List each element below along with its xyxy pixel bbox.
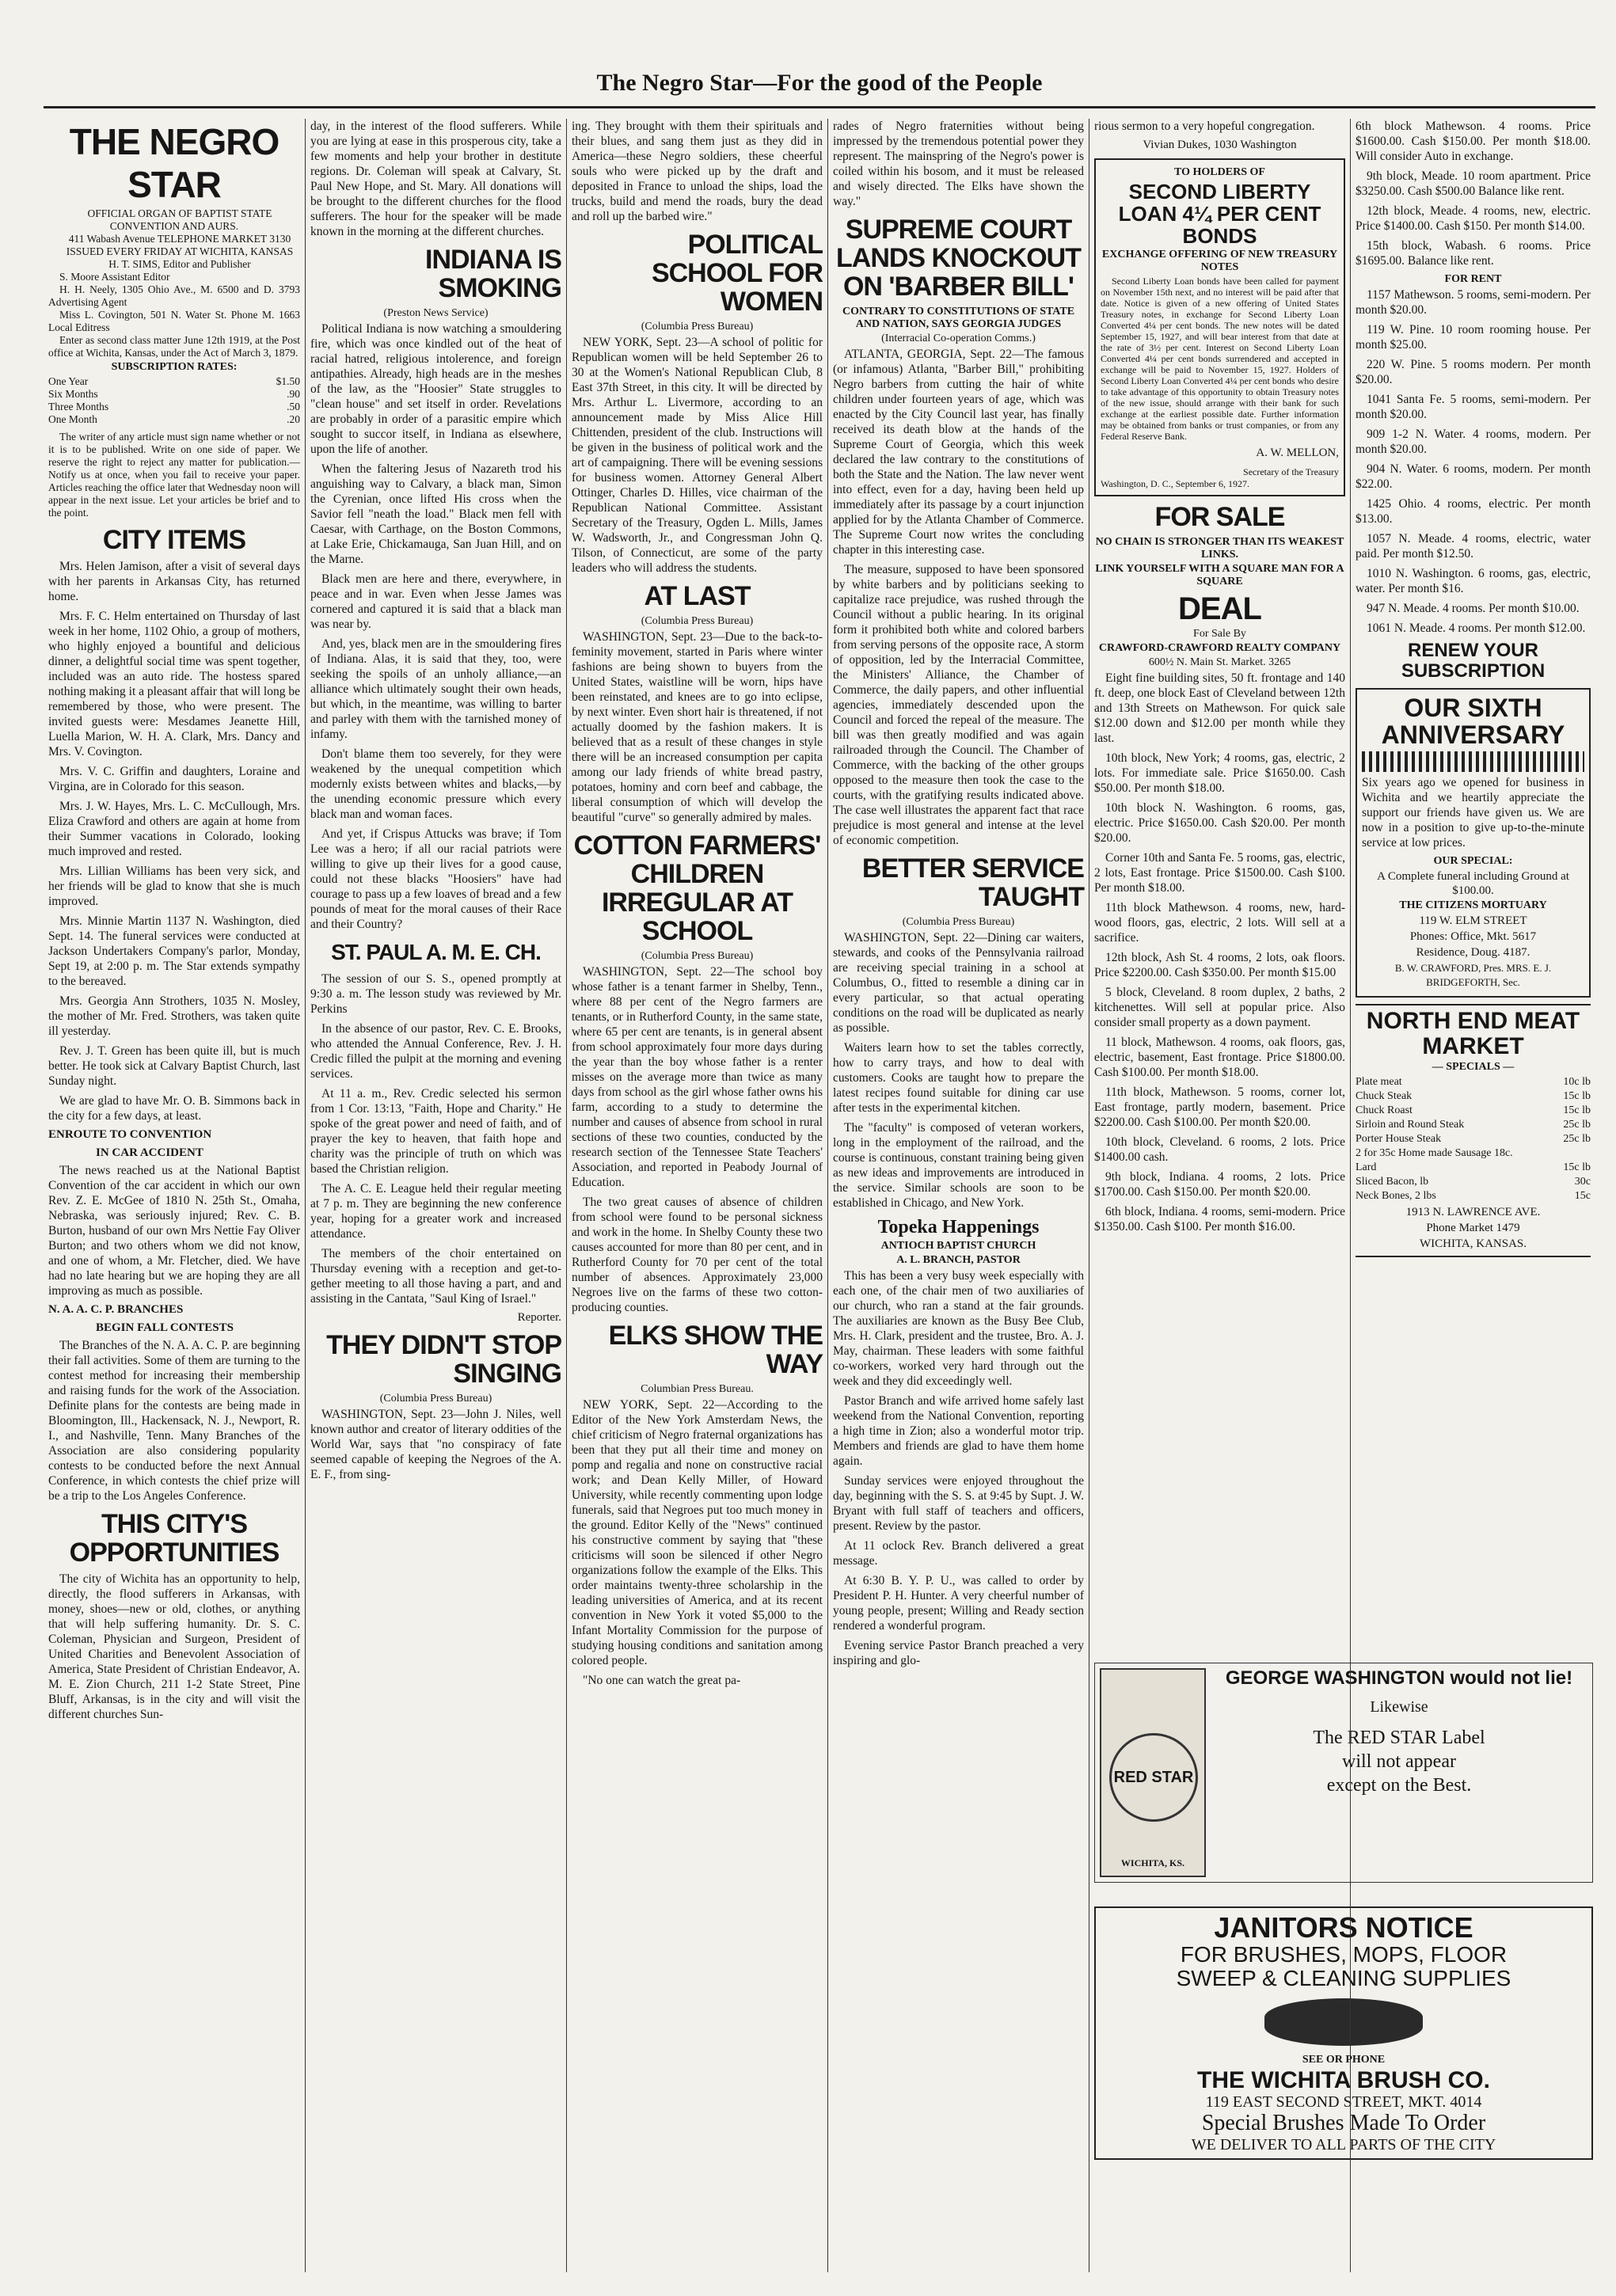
meat-phone: Phone Market 1479 [1426, 1222, 1520, 1234]
column-4 [827, 119, 1089, 2272]
article-paragraph: The news reached us at the National Baptist Convention of the car accident in which our own Rev. Z. E. McGee of 1810 N. 25th St., Omaha, Nebraska, was seriously injured; Rev. C. B. Burton, husband of our own Mrs Nettie Fay Oliver Burton; and two others whom we did not know, and one of whom, a Mr. Fletcher, died. We have had no late hearing but we are hoping they are all improving as much as possible. [48, 1164, 300, 1298]
red-star-title: GEORGE WASHINGTON would not lie! [1225, 1667, 1573, 1689]
article-paragraph: day, in the interest of the flood sufferers. While you are lying at ease in this prosperous city, take a few moments and help your brother in destitute regions. Dr. Coleman will speak at Calvary, St. Paul New Hope, and St. Mary. All donations will be brought to the different churches for the flood sufferers. The hour for the speaker will be made known in the morning at the different churches. [310, 120, 561, 238]
sale-line: LINK YOURSELF WITH A SQUARE MAN FOR A SQUARE [1095, 563, 1344, 587]
naacp-subheading: BEGIN FALL CONTESTS [96, 1321, 234, 1334]
listing: Eight fine building sites, 50 ft. frontage and 140 ft. deep, one block East of Cleveland between 12th and 13th Streets on Mathewson. For quick sale $12.00 down and $12.00 per month while they last. [1094, 671, 1345, 745]
listing: 6th block, Indiana. 4 rooms, semi-modern. Price $1350.00. Cash $100. Per month $16.00. [1094, 1205, 1345, 1234]
article-paragraph: Sunday services were enjoyed throughout the day, beginning with the S. S. at 9:45 by Supt. J. W. Bryant with full staff of teachers and officers, present. Review by the pastor. [833, 1474, 1084, 1533]
article-paragraph: Evening service Pastor Branch preached a very inspiring and glo- [833, 1639, 1084, 1667]
rate-row [48, 401, 300, 413]
listing: 1010 N. Washington. 6 rooms, gas, electric, water. Per month $16. [1356, 567, 1591, 595]
red-star-line: The RED STAR Label [1313, 1728, 1485, 1748]
listing: 119 W. Pine. 10 room rooming house. Per month $25.00. [1356, 323, 1591, 352]
masthead-line: OFFICIAL ORGAN OF BAPTIST STATE CONVENTION AND AURS. [87, 207, 272, 232]
column-3 [566, 119, 827, 2272]
article-paragraph: The A. C. E. League held their regular meeting at 7 p. m. They are beginning the new conference year, hoping for a greater work and increased attendance. [310, 1182, 561, 1241]
rate-row [48, 413, 300, 426]
article-paragraph: Mrs. F. C. Helm entertained on Thursday of last week in her home, 1102 Ohio, a group of mothers, who highly enjoyed a bountiful and delicious dinner, a delightful social time was spent together, included was an auto ride. The hostess spared nothing making it a pleasant affair that will long be remembered by those, who were present. The invited guests were: Mesdames Jeanette Hill, Luella Marion, W. H. A. Clark, Mrs. Dancy and Mrs. V. Covington. [48, 610, 300, 758]
article-source: (Columbia Press Bureau) [641, 615, 754, 627]
meat-price: 15c lb [1563, 1161, 1591, 1173]
article-paragraph: WASHINGTON, Sept. 23—John J. Niles, well known author and creator of literary oddities of the World War, says that "no conspiracy of fate seemed capable of keeping the Negroes of the A. E. F., from sing- [310, 1408, 561, 1481]
topeka-heading: Topeka Happenings [877, 1217, 1040, 1237]
article-paragraph: WASHINGTON, Sept. 22—Dining car waiters, stewards, and cooks of the Pennsylvania railroad are receiving special training in a school at Columbus, O., fitted to resemble a dining car in every particular, so that actual operating conditions on the road will be duplicated as nearly as possible. [833, 931, 1084, 1035]
article-signature: Vivian Dukes, 1030 Washington [1143, 139, 1297, 151]
meat-name: Porter House Steak [1356, 1133, 1442, 1145]
listing: 11 block, Mathewson. 4 rooms, oak floors, gas, electric, basement, East frontage. Price $1800.00. Cash $100.00. Per month $18.00. [1094, 1036, 1345, 1079]
janitors-deliver: WE DELIVER TO ALL PARTS OF THE CITY [1191, 2136, 1496, 2153]
masthead-lines [48, 207, 300, 359]
meat-market-title: NORTH END MEAT MARKET [1366, 1008, 1580, 1059]
loan-signature-title: Secretary of the Treasury [1243, 466, 1339, 477]
meat-price: 25c lb [1563, 1119, 1591, 1131]
meat-name: Sirloin and Round Steak [1356, 1119, 1465, 1131]
masthead-title: THE NEGRO STAR [69, 121, 279, 205]
loan-signature: A. W. MELLON, [1256, 447, 1339, 459]
janitors-see: SEE OR PHONE [1302, 2054, 1386, 2066]
enroute-heading: ENROUTE TO CONVENTION [48, 1128, 212, 1141]
columns [44, 119, 1595, 2280]
red-star-line: will not appear [1342, 1751, 1456, 1772]
masthead-line: H. T. SIMS, Editor and Publisher [108, 258, 251, 270]
meat-price: 30c [1574, 1176, 1591, 1188]
mortuary-residence: Residence, Doug. 4187. [1416, 946, 1530, 959]
meat-name: Chuck Steak [1356, 1090, 1413, 1102]
opportunities-heading: THIS CITY'S OPPORTUNITIES [69, 1509, 279, 1568]
for-sale-ad [1094, 503, 1345, 1234]
article-paragraph: "No one can watch the great pa- [583, 1674, 741, 1687]
article-source: (Columbia Press Bureau) [379, 1393, 492, 1405]
cotton-heading: COTTON FARMERS' CHILDREN IRREGULAR AT SCHOOL [573, 831, 821, 946]
deal-for: For Sale By [1193, 628, 1246, 640]
rate-label: One Month [48, 413, 97, 425]
meat-item [1356, 1161, 1591, 1175]
renew-subscription: RENEW YOUR SUBSCRIPTION [1401, 640, 1546, 682]
rate-label: Three Months [48, 401, 109, 412]
mortuary-name: THE CITIZENS MORTUARY [1399, 899, 1547, 911]
article-paragraph: The members of the choir entertained on Thursday evening with a reception and get-to-gether meeting to all those having a part, and and assisting in the Cantata, "Saul King of Israel." [310, 1247, 561, 1306]
rate-price: $1.50 [276, 375, 300, 387]
enroute-subheading: IN CAR ACCIDENT [96, 1146, 203, 1159]
anniversary-ad [1356, 688, 1591, 998]
article-source: (Columbia Press Bureau) [641, 321, 754, 333]
court-subheading: CONTRARY TO CONSTITUTIONS OF STATE AND NATION, SAYS GEORGIA JUDGES [842, 306, 1075, 330]
article-paragraph: WASHINGTON, Sept. 22—The school boy whose father is a tenant farmer in Shelby, Tenn., where 88 per cent of the Negro farmers are tenants, or in Rutherford County, in the same state, where 65 per cent are tenants, is in general absent from school approximately four more days during the year than the boy whose father is a renter misses on the average more than twice as many days from school as the girl whose father owns his farm, according to a study to determine the number and causes of absence from school in rural sections of these two counties, conducted by the research section of the Tennessee State Teachers' Association, and reported in Peabody Journal of Education. [572, 965, 823, 1189]
meat-address: 1913 N. LAWRENCE AVE. [1405, 1206, 1541, 1218]
meat-item [1356, 1189, 1591, 1203]
meat-name: Lard [1356, 1161, 1377, 1173]
listing: Corner 10th and Santa Fe. 5 rooms, gas, electric, 2 lots, East frontage. Price $1500.00. Cash $100. Per month $18.00. [1094, 851, 1345, 895]
special-heading: OUR SPECIAL: [1433, 855, 1513, 867]
anniversary-title: OUR SIXTH ANNIVERSARY [1381, 694, 1565, 749]
article-paragraph: Mrs. J. W. Hayes, Mrs. L. C. McCullough, Mrs. Eliza Crawford and others are again at home from their Summer vacations in Colorado, looking much improved and rested. [48, 800, 300, 858]
meat-name: Plate meat [1356, 1076, 1402, 1088]
janitors-company: THE WICHITA BRUSH CO. [1197, 2067, 1490, 2093]
article-paragraph: The two great causes of absence of children from school were found to be personal sickness and work in the home. In Shelby County these two causes accounted for more than 80 per cent, and in Rutherford County for 70 per cent of the total number of absences. Approximately 23,000 Negroes live on the farms of these two cotton-producing counties. [572, 1196, 823, 1314]
article-paragraph: rades of Negro fraternities without being impressed by the tremendous potential power they represent. The mainspring of the Negro's power is coiled within his bosom, and it must be released and wisely directed. The Elks have shown the way." [833, 120, 1084, 208]
article-source: Columbian Press Bureau. [641, 1383, 754, 1395]
listing: 11th block, Mathewson. 5 rooms, corner lot, East frontage, partly modern, basement. Price $2200.00. Cash $100.00. Per month $20.00. [1094, 1085, 1345, 1129]
janitors-special: Special Brushes Made To Order [1201, 2111, 1486, 2135]
deal-company: CRAWFORD-CRAWFORD REALTY COMPANY [1098, 642, 1341, 654]
school-heading: POLITICAL SCHOOL FOR WOMEN [651, 230, 823, 317]
masthead-line: ISSUED EVERY FRIDAY AT WICHITA, KANSAS [66, 245, 294, 257]
meat-item [1356, 1075, 1591, 1089]
anniversary-text: Six years ago we opened for business in Wichita and we heartily appreciate the support our friends have given us. We are now in a position to give up-to-the-minute service at low prices. [1362, 776, 1584, 850]
listing: 1425 Ohio. 4 rooms, electric. Per month $13.00. [1356, 497, 1591, 526]
article-paragraph: When the faltering Jesus of Nazareth trod his anguishing way to Calvary, a black man, Simon the Cyrenian, once lifted His cross when the Savior fell "neath the load." Black men fell with Caesar, with Carthage, on the Boston Commons, at Lake Erie, Chickamauga, San Juan Hill, and on the Marne. [310, 462, 561, 566]
article-paragraph: Waiters learn how to set the tables correctly, how to carry trays, and how to deal with customers. Cooks are taught how to prepare the latest recipes found suitable for dining car use after tests in the experimental kitchen. [833, 1041, 1084, 1115]
mortuary-phones: Phones: Office, Mkt. 5617 [1409, 930, 1537, 943]
rate-row [48, 375, 300, 388]
article-paragraph: ATLANTA, GEORGIA, Sept. 22—The famous (or infamous) Atlanta, "Barber Bill," prohibiting Negro barbers from cutting the hair of white children under fourteen years of age, which was enacted by the City Council last year, has finally received its death blow at the hands of the Supreme Court of Georgia, which this week declared the law contrary to the constitutions of both the State and the Nation. The law never went into effect, even for a day, having been held up immediately after its passage by a court injunction applied for by the Atlanta Chamber of Commerce. The Supreme Court now writes the concluding chapter in this interesting case. [833, 348, 1084, 557]
red-star-line: except on the Best. [1326, 1775, 1472, 1796]
listing: 9th block, Indiana. 4 rooms, 2 lots. Price $1700.00. Cash $150.00. Per month $20.00. [1094, 1170, 1345, 1199]
article-paragraph: The city of Wichita has an opportunity to help, directly, the flood sufferers in Arkansas, with money, shoes—new or old, clothes, or anything that will help suffering humanity. Dr. S. C. Coleman, Physician and Surgeon, President of United Charities and Benevolent Association of America, State President of Christian Endeavor, A. M. E. Zion Church, 211 1-2 State Street, Pine Bluff, Arkansas, is in the city and will visit the different churches Sun- [48, 1572, 300, 1721]
mortuary-address: 119 W. ELM STREET [1419, 914, 1527, 927]
listing: 947 N. Meade. 4 rooms. Per month $10.00. [1367, 602, 1580, 615]
rates-heading: SUBSCRIPTION RATES: [111, 361, 238, 373]
listing: 12th block, Ash St. 4 rooms, 2 lots, oak floors. Price $2200.00. Cash $350.00. Per month $15.00 [1094, 951, 1345, 979]
service-heading: BETTER SERVICE TAUGHT [861, 853, 1084, 912]
topeka-subheading: ANTIOCH BAPTIST CHURCH [880, 1240, 1036, 1252]
listing: 11th block Mathewson. 4 rooms, new, hard-wood floors, gas, electric, 2 lots. Will sell at a sacrifice. [1094, 901, 1345, 945]
article-paragraph: In the absence of our pastor, Rev. C. E. Brooks, who attended the Annual Conference, Rev. J. H. Credic filled the pulpit at the morning and evening services. [310, 1022, 561, 1081]
masthead-line: Miss L. Covington, 501 N. Water St. Phone M. 1663 Local Editress [48, 309, 300, 333]
running-head: The Negro Star—For the good of the People [596, 70, 1043, 96]
stpaul-heading: ST. PAUL A. M. E. CH. [331, 940, 541, 964]
rate-price: .20 [287, 413, 300, 425]
article-paragraph: Political Indiana is now watching a smouldering fire, which was once kindled out of the heat of racial hatred, religious intolerence, and foreign antipathies. Already, high heads are in the meshes of the law, as the "Hoosier" State struggles to "clean house" and set itself in order. Revelations are probably in order of a parasitic empire which sought to succor itself, in Indiana as elsewhere, upon the life of another. [310, 322, 561, 456]
for-sale-heading: FOR SALE [1154, 502, 1285, 532]
singing-heading: THEY DIDN'T STOP SINGING [326, 1330, 561, 1389]
listing: 1041 Santa Fe. 5 rooms, semi-modern. Per month $20.00. [1356, 393, 1591, 421]
liberty-loan-notice [1094, 158, 1345, 496]
red-star-likewise: Likewise [1370, 1698, 1428, 1716]
article-paragraph: And, yes, black men are in the smouldering fires of Indiana. Alas, it is said that they, too, were seeking the spoils of an unholy alliance,—an alliance which ultimately sought their own heads, but which, in the meantime, was willing to barter and parley with them with the tarnished money of infamy. [310, 637, 561, 741]
article-paragraph: This has been a very busy week especially with each one, of the chair men of two auxiliaries of our church, who ran a stand at the fair grounds. The auxiliaries are known as the Busy Bee Club, Mrs. H. Clark, president and the trustee, Bro. A. J. May, chairman. These leaders with some faithful co-workers, worked very hard through out the week and they did exceedingly well. [833, 1269, 1084, 1388]
meat-item [1356, 1118, 1591, 1132]
article-paragraph: At 11 a. m., Rev. Credic selected his sermon from 1 Cor. 13:13, "Faith, Hope and Charity." He spoke of the great power and need of faith, and of prayer the key to heaven, that faith hope and charity was the principle of truth on which was based the Christian religion. [310, 1087, 561, 1176]
sale-line: NO CHAIN IS STRONGER THAN ITS WEAKEST LINKS. [1095, 536, 1344, 561]
deal-address: 600½ N. Main St. Market. 3265 [1148, 656, 1291, 668]
meat-item [1356, 1175, 1591, 1189]
meat-market-sub: — SPECIALS — [1432, 1061, 1515, 1073]
elks-heading: ELKS SHOW THE WAY [608, 1321, 823, 1379]
meat-item [1356, 1089, 1591, 1104]
janitors-line: SWEEP & CLEANING SUPPLIES [1176, 1966, 1511, 1990]
article-paragraph: NEW YORK, Sept. 22—According to the Editor of the New York Amsterdam News, the chief criticism of Negro fraternal organizations has been that they put all their time and money on pomp and regalia and none on constructive racial work; and Dean Kelly Miller, of Howard University, while recently commenting upon lodge funerals, said that Negroes put too much money in the ground. Editor Kelly of the "News" continued his constructive comment by saying that "these criticisms will soon be silenced if other Negro organizations follow the example of the Elks. This order maintains twenty-three scholarship in the leading universities of America, and at its recent convention in New York it voted $5,000 to the Infant Mortality Commission for the purpose of studying housing conditions and sanitation among colored people. [572, 1398, 823, 1667]
loan-heading: SECOND LIBERTY LOAN 4¼ PER CENT BONDS [1118, 180, 1321, 248]
meat-name: Sliced Bacon, lb [1356, 1176, 1429, 1188]
bag-label: RED STAR [1109, 1733, 1198, 1822]
article-signature: Reporter. [517, 1311, 561, 1324]
article-paragraph: Mrs. Helen Jamison, after a visit of several days with her parents in Arkansas City, has returned home. [48, 560, 300, 603]
meat-price: 15c [1574, 1190, 1591, 1202]
meat-name: Chuck Roast [1356, 1104, 1413, 1116]
rate-price: .90 [287, 388, 300, 400]
article-paragraph: At 6:30 B. Y. P. U., was called to order by President P. H. Hunter. A very cheerful number of young people, present; Willing and Ready section rendered a wonderful program. [833, 1574, 1084, 1633]
article-paragraph: Mrs. V. C. Griffin and daughters, Loraine and Virgina, are in Colorado for this season. [48, 765, 300, 793]
listing: 904 N. Water. 6 rooms, modern. Per month $22.00. [1356, 462, 1591, 491]
article-paragraph: We are glad to have Mr. O. B. Simmons back in the city for a few days, at least. [48, 1094, 300, 1123]
article-paragraph: The measure, supposed to have been sponsored by white barbers and by politicians seeking to capitalize race prejudice, was rushed through the Council without a public hearing. In its original form it prohibited both white and colored barbers from serving persons of the opposite race, A storm of opposition, led by the Interracial Committee, the Ministers' Alliance, the Chamber of Commerce, the daily papers, and other influential agencies, immediately descended upon the Council and forced the repeal of the measure. The bill was then greatly modified and was again railroaded through the Council. The Chamber of Commerce, with the backing of the other groups opposed to the measure then took the case to the courts, with the gratifying results indicated above. The case well illustrates the apparent fact that race prejudice is most general and intense at the level of economic competition. [833, 563, 1084, 847]
article-paragraph: The session of our S. S., opened promptly at 9:30 a. m. The lesson study was reviewed by Mr. Perkins [310, 972, 561, 1016]
meat-item [1356, 1146, 1591, 1161]
article-paragraph: Pastor Branch and wife arrived home safely last weekend from the National Convention, reporting a high time in Zion; also a wonderful motor trip. Members and friends are glad to have them home again. [833, 1394, 1084, 1468]
listing: 12th block, Meade. 4 rooms, new, electric. Price $1400.00. Cash $150. Per month $14.00. [1356, 204, 1591, 233]
column-1 [44, 119, 305, 2272]
janitors-address: 119 EAST SECOND STREET, MKT. 4014 [1205, 2093, 1482, 2111]
rate-row [48, 388, 300, 401]
listing: 909 1-2 N. Water. 4 rooms, modern. Per month $20.00. [1356, 428, 1591, 456]
listing: 10th block, New York; 4 rooms, gas, electric, 2 lots. For immediate sale. Price $1650.00. Cash $50.00. Per month $18.00. [1094, 751, 1345, 795]
meat-item [1356, 1132, 1591, 1146]
meat-price: 15c lb [1563, 1104, 1591, 1116]
listing: 6th block Mathewson. 4 rooms. Price $1600.00. Cash $150.00. Per month $18.00. Will consider Auto in exchange. [1356, 120, 1591, 163]
mortuary-people: B. W. CRAWFORD, Pres. MRS. E. J. BRIDGEFORTH, Sec. [1394, 962, 1552, 988]
masthead-notice: The writer of any article must sign name whether or not it is to be published. Write on one side of paper. We reserve the right to reject any matter for publication.—Notify us at once, when you fail to receive your paper. Articles reaching the office later that Wednesday noon will appear in the next issue. Let your articles be brief and to the point. [48, 431, 300, 519]
article-paragraph: Mrs. Lillian Williams has been very sick, and her friends will be glad to know that she is much improved. [48, 865, 300, 908]
masthead-line: S. Moore Assistant Editor [59, 271, 170, 283]
masthead-line: Enter as second class matter June 12th 1919, at the Post office at Wichita, Kansas, under the Act of March 3, 1879. [48, 334, 300, 359]
article-paragraph: NEW YORK, Sept. 23—A school of politic for Republican women will be held September 26 to 30 at the Women's National Republican Club, 8 East 37th Street, in this city. It will be directed by Mrs. Arthur L. Livermore, according to an announcement made by Miss Alice Hill Chittenden, president of the club. Instructions will be given in the business of political work and the art of campaigning. There will be evening sessions for business women. Attorney General Albert Ottinger, Charles D. Hilles, vice chairman of the Republican National Committee. Assistant Secretary of the Treasury, Ogden L. Mills, James W. Wadsworth, Jr., and Congressman John Q. Tilson, of Connecticut, are some of the party leaders who will address the students. [572, 336, 823, 575]
article-source: (Preston News Service) [383, 307, 489, 319]
listing: 5 block, Cleveland. 8 room duplex, 2 baths, 2 kitchenettes. Will sell at popular price. Also consider small property as a down payment. [1094, 986, 1345, 1029]
listing: 10th block N. Washington. 6 rooms, gas, electric. Price $1650.00. Cash $20.00. Per month $20.00. [1094, 801, 1345, 845]
rate-label: Six Months [48, 388, 98, 400]
article-paragraph: rious sermon to a very hopeful congregation. [1094, 120, 1315, 133]
meat-name: 2 for 35c Home made Sausage 18c. [1356, 1147, 1513, 1159]
meat-price: 10c lb [1563, 1076, 1591, 1088]
for-rent-heading: FOR RENT [1444, 273, 1502, 285]
topeka-subheading: A. L. BRANCH, PASTOR [896, 1254, 1021, 1266]
head-rule [44, 106, 1595, 108]
meat-city: WICHITA, KANSAS. [1419, 1237, 1527, 1250]
loan-to-holders: TO HOLDERS OF [1174, 166, 1265, 178]
indiana-heading: INDIANA IS SMOKING [425, 245, 561, 303]
court-heading: SUPREME COURT LANDS KNOCKOUT ON 'BARBER BILL' [836, 215, 1081, 302]
special-text: A Complete funeral including Ground at $100.00. [1377, 870, 1569, 897]
janitors-line: FOR BRUSHES, MOPS, FLOOR [1180, 1942, 1508, 1967]
meat-market-ad [1356, 1004, 1591, 1257]
listing: 1061 N. Meade. 4 rooms. Per month $12.00. [1367, 622, 1586, 635]
column-2 [305, 119, 566, 2272]
naacp-heading: N. A. A. C. P. BRANCHES [48, 1303, 184, 1316]
article-paragraph: ing. They brought with them their spirituals and their blues, and sang them just as they did in America—these Negro soldiers, these cheerful souls who were picked up by the draft and deposited in France to unload the ships, load the trucks, build and mend the roads, bury the dead and roll up the barbed wire." [572, 120, 823, 223]
loan-subheading: EXCHANGE OFFERING OF NEW TREASURY NOTES [1101, 249, 1338, 273]
article-paragraph: The Branches of the N. A. A. C. P. are beginning their fall activities. Some of them are turning to the contest method for increasing their membership and raising funds for the work of the Association. Definite plans for the contests are being made in Bloomington, Ill., Hackensack, N. J., Newport, R. I., and Nashville, Tenn. Many Branches of the Association are also considering popularity contests to be conducted before the next Annual Conference, in which contests the chief prize will be a trip to the Los Angeles Conference. [48, 1339, 300, 1503]
meat-price: 15c lb [1563, 1090, 1591, 1102]
listing: 1157 Mathewson. 5 rooms, semi-modern. Per month $20.00. [1356, 288, 1591, 317]
loan-date: Washington, D. C., September 6, 1927. [1101, 478, 1250, 489]
rate-price: .50 [287, 401, 300, 412]
listing: 10th block, Cleveland. 6 rooms, 2 lots. Price $1400.00 cash. [1094, 1135, 1345, 1164]
newspaper-page [44, 24, 1595, 2280]
article-paragraph: Rev. J. T. Green has been quite ill, but is much better. He took sick at Calvary Baptist Church, last Sunday night. [48, 1044, 300, 1088]
meat-price: 25c lb [1563, 1133, 1591, 1145]
masthead-line: H. H. Neely, 1305 Ohio Ave., M. 6500 and D. 3793 Advertising Agent [48, 283, 300, 308]
meat-item [1356, 1104, 1591, 1118]
column-6 [1350, 119, 1595, 2272]
loan-text: Second Liberty Loan bonds have been called for payment on November 15th next, and no interest will be paid after that date. Notice is given of a new offering of United States Treasury notes, in exchange for Second Liberty Loan Converted 4¼ per cent bonds. The new notes will be dated September 15, 1927, and will bear interest from that date at the rate of 3½ per cent. Interest on Second Liberty Loan Converted 4¼ per cent bonds surrendered and accepted in exchange will be paid to November 15, 1927. Holders of Second Liberty Loan Converted 4¼ per cent bonds who desire to take advantage of this opportunity to obtain Treasury notes of the new issue, should arrange with their bank for such exchange at the earliest possible date. Further information may be obtained from banks or trust companies, or from any Federal Reserve Bank. [1101, 276, 1339, 442]
deal-word: DEAL [1178, 591, 1261, 626]
red-star-bag-icon [1100, 1668, 1206, 1877]
article-paragraph: Don't blame them too severely, for they were weakened by the unequal competition which modernly exists between whites and blacks,—by the unending economic pressure which every black man and woman faces. [310, 747, 561, 821]
article-paragraph: At 11 oclock Rev. Branch delivered a great message. [833, 1539, 1084, 1568]
article-paragraph: The "faculty" is composed of veteran workers, long in the employment of the railroad, and the course is continuous, constant training being given as new ideas and improvements are introduced in the service. Similar schools are soon to be established in Chicago, and New York. [833, 1121, 1084, 1210]
article-source: (Columbia Press Bureau) [641, 950, 754, 962]
article-paragraph: And yet, if Crispus Attucks was brave; if Tom Lee was a hero; if all our racial patriots were willing to give up their lives for a good cause, could not these blacks "Hoosiers" have had courage to pass up a few loaves of bread and a few pounds of meat for the moral causes of their Race and their Country? [310, 827, 561, 931]
listing: 15th block, Wabash. 6 rooms. Price $1695.00. Balance like rent. [1356, 239, 1591, 268]
rate-label: One Year [48, 375, 89, 387]
fringe-ornament [1362, 751, 1584, 772]
listing: 220 W. Pine. 5 rooms modern. Per month $20.00. [1356, 358, 1591, 386]
article-paragraph: Mrs. Minnie Martin 1137 N. Washington, died Sept. 14. The funeral services were conducted at Jackson Undertakers Company's parlor, Monday, Sept 19, at 2:00 p. m. The Star extends sympathy to the bereaved. [48, 914, 300, 988]
masthead-line: 411 Wabash Avenue TELEPHONE MARKET 3130 [68, 233, 291, 245]
listing: 1057 N. Meade. 4 rooms, electric, water paid. Per month $12.50. [1356, 532, 1591, 561]
article-source: (Columbia Press Bureau) [902, 916, 1015, 928]
article-source: (Interracial Co-operation Comms.) [881, 333, 1036, 344]
bag-bottom-label: WICHITA, KS. [1120, 1857, 1185, 1868]
janitors-title: JANITORS NOTICE [1214, 1911, 1473, 1944]
article-paragraph: Black men are here and there, everywhere, in peace and in war. Even when Jesse James was cornered and captured it is said that a black man was near by. [310, 572, 561, 631]
article-paragraph: WASHINGTON, Sept. 23—Due to the back-to-feminity movement, started in Paris where winter fashions are being shown to buyers from the United States, waistline will be worn, hips have been reinstated, and knees are to go into eclipse, by next winter. Even short hair is threatened, if not actually doomed by the fashion makers. It is believed that as a result of these changes in style there will be an increased consumption per capita among our lady friends of white bread pastry, potatoes, hominy and corn beef and cabbage, the liberal consumption of which will develop the beautiful "curve" so generally admired by males. [572, 630, 823, 824]
meat-name: Neck Bones, 2 lbs [1356, 1190, 1436, 1202]
listing: 9th block, Meade. 10 room apartment. Price $3250.00. Cash $500.00 Balance like rent. [1356, 169, 1591, 198]
city-items-heading: CITY ITEMS [102, 525, 246, 555]
article-paragraph: Mrs. Georgia Ann Strothers, 1035 N. Mosley, the mother of Mr. Fred. Strothers, was taken quite ill yesterday. [48, 994, 300, 1038]
atlast-heading: AT LAST [644, 581, 751, 611]
